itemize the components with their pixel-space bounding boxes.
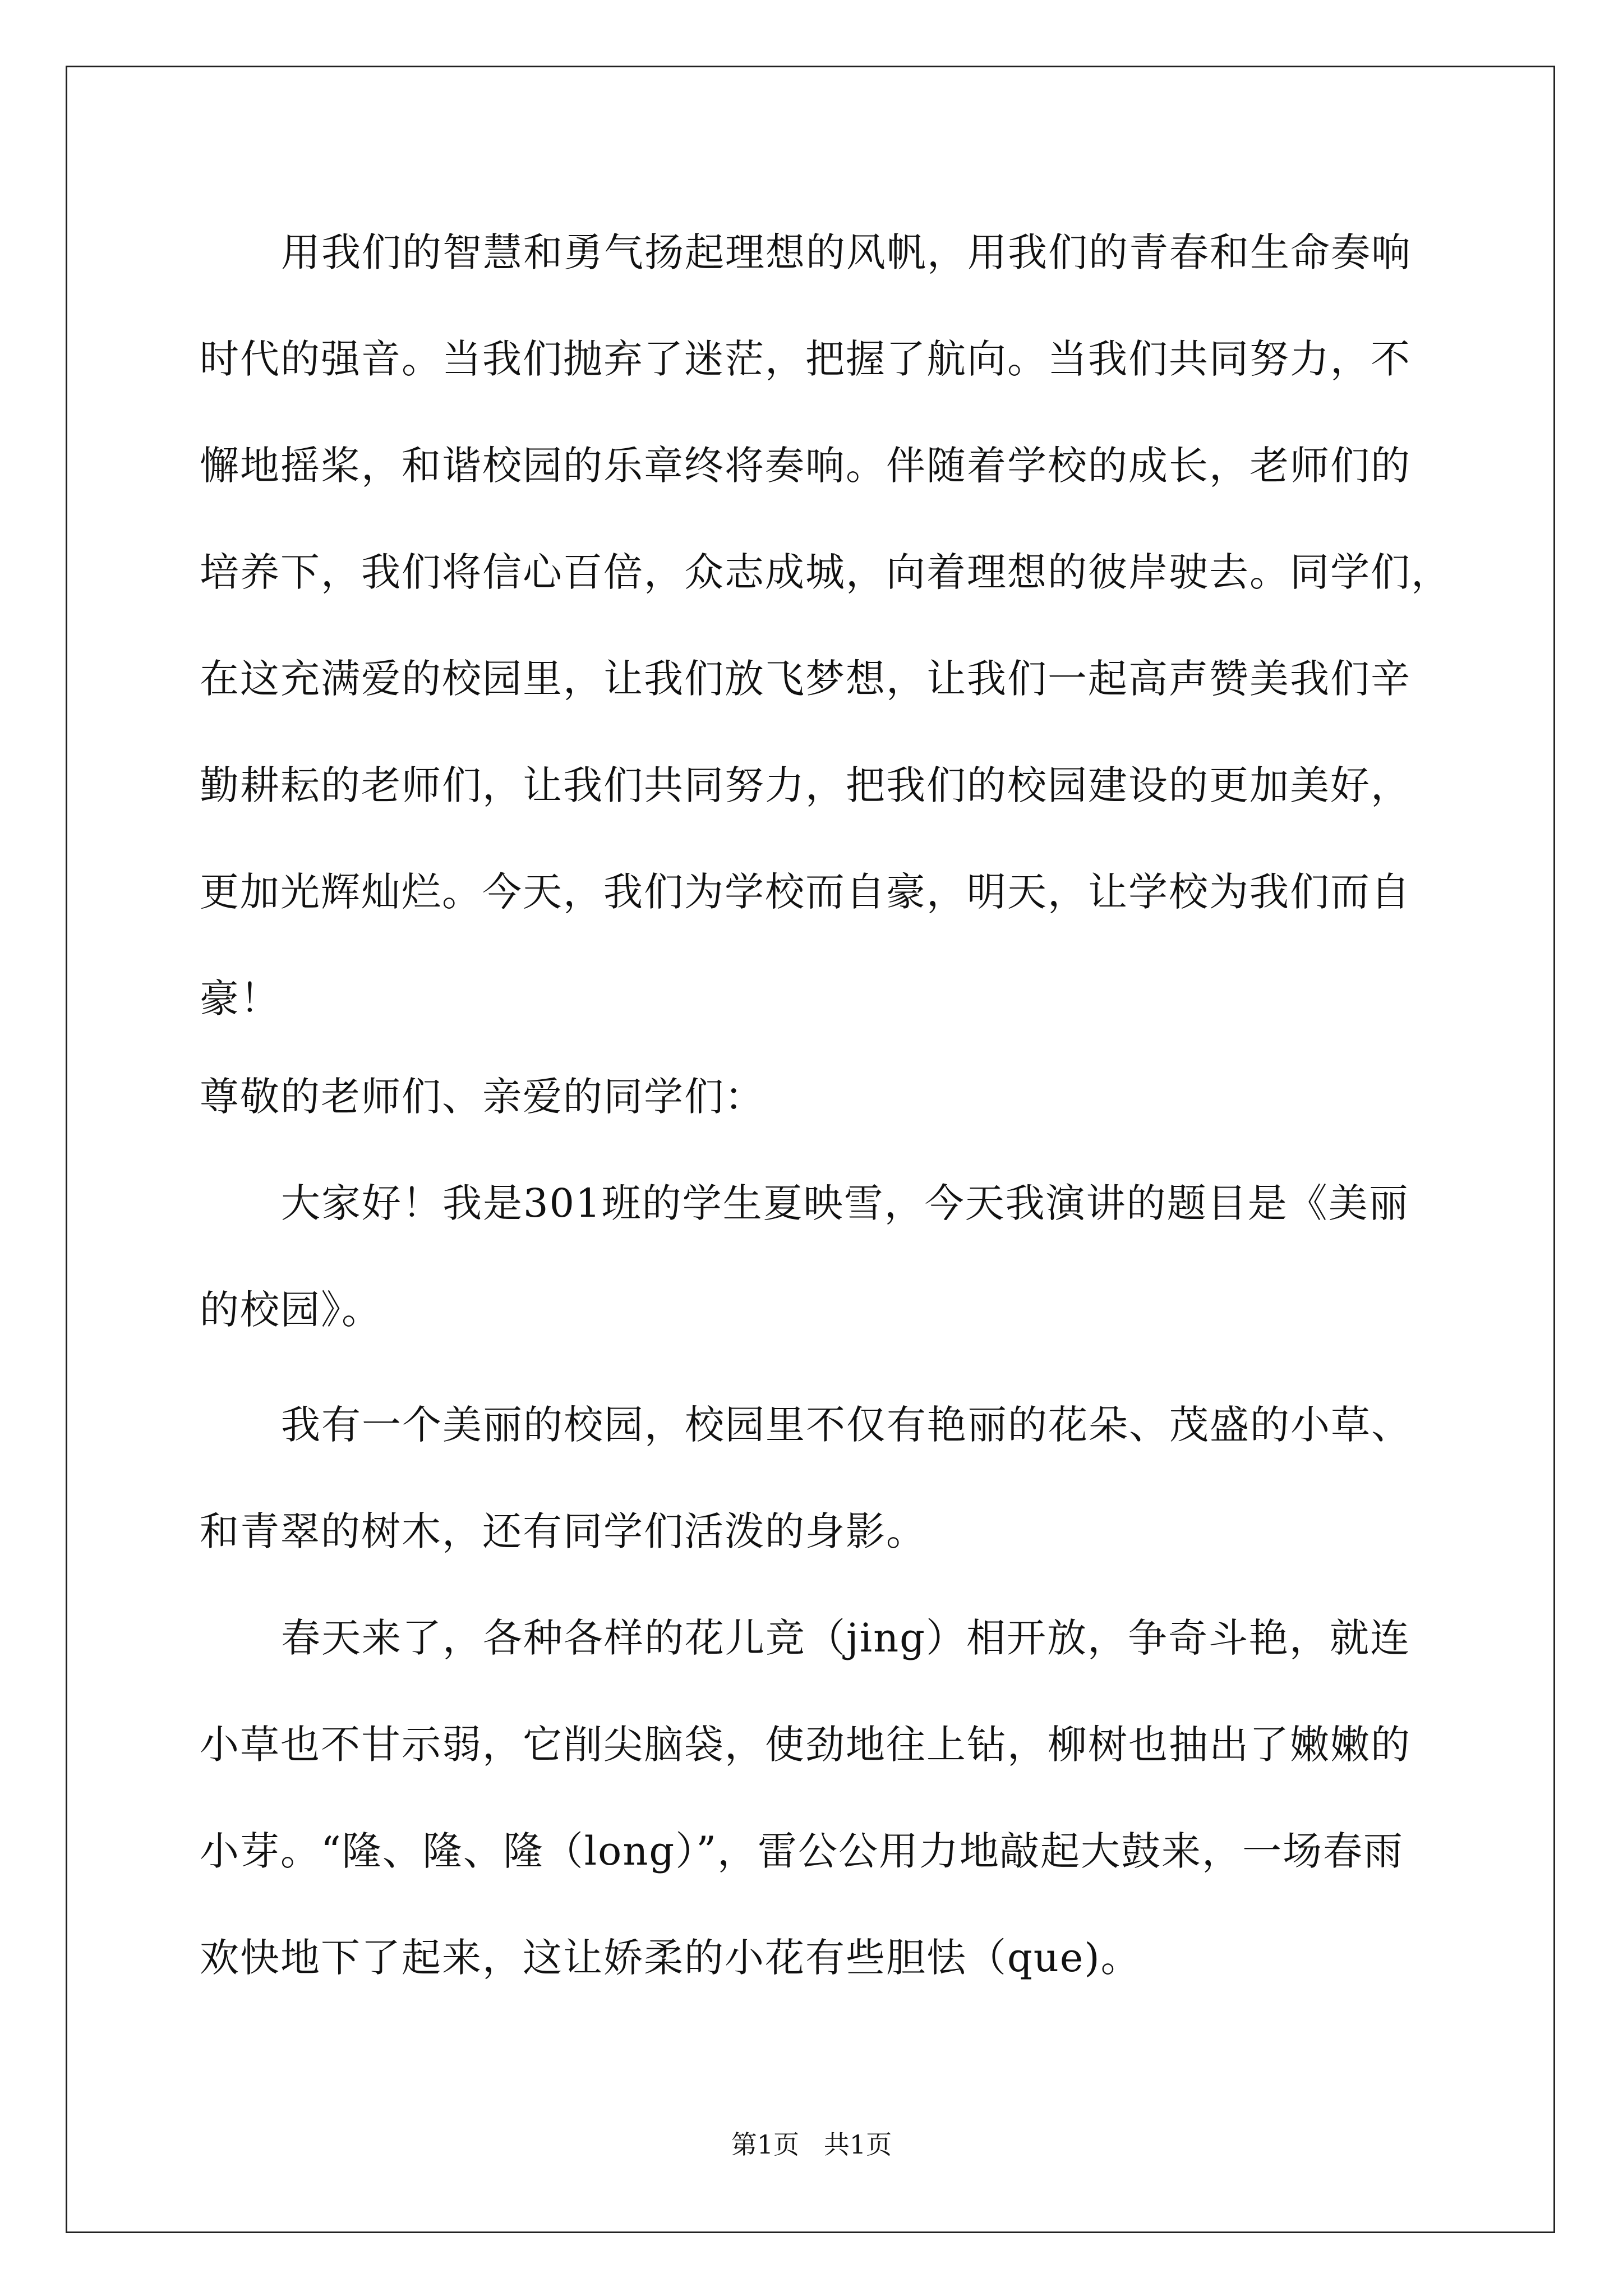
text-line: 在这充满爱的校园里，让我们放飞梦想，让我们一起高声赞美我们辛 bbox=[200, 656, 1411, 702]
text-line: 培养下，我们将信心百倍，众志成城，向着理想的彼岸驶去。同学们， bbox=[200, 549, 1451, 595]
text-line: 懈地摇桨，和谐校园的乐章终将奏响。伴随着学校的成长，老师们的 bbox=[200, 443, 1411, 489]
text-line: 小芽。“隆、隆、隆（long）”，雷公公用力地敲起大鼓来，一场春雨 bbox=[200, 1828, 1404, 1874]
text-line: 小草也不甘示弱，它削尖脑袋，使劲地往上钻，柳树也抽出了嫩嫩的 bbox=[200, 1722, 1411, 1768]
text-line: 更加光辉灿烂。今天，我们为学校而自豪，明天，让学校为我们而自 bbox=[200, 869, 1411, 915]
text-line: 用我们的智慧和勇气扬起理想的风帆，用我们的青春和生命奏响 bbox=[281, 229, 1412, 275]
page-border bbox=[66, 66, 1555, 2233]
text-line: 春天来了，各种各样的花儿竞（jing）相开放，争奇斗艳，就连 bbox=[281, 1615, 1410, 1661]
text-line: 和青翠的树木，还有同学们活泼的身影。 bbox=[200, 1508, 926, 1554]
salutation: 尊敬的老师们、亲爱的同学们： bbox=[200, 1074, 765, 1120]
page-footer: 第1页 共1页 bbox=[731, 2129, 892, 2160]
text-line: 欢快地下了起来，这让娇柔的小花有些胆怯（que)。 bbox=[200, 1935, 1141, 1981]
text-line: 我有一个美丽的校园，校园里不仅有艳丽的花朵、茂盛的小草、 bbox=[281, 1402, 1412, 1448]
text-line: 勤耕耘的老师们，让我们共同努力，把我们的校园建设的更加美好， bbox=[200, 762, 1411, 808]
text-line: 大家好！我是301班的学生夏映雪，今天我演讲的题目是《美丽 bbox=[281, 1180, 1409, 1226]
text-line: 豪！ bbox=[200, 976, 280, 1022]
text-line: 时代的强音。当我们抛弃了迷茫，把握了航向。当我们共同努力，不 bbox=[200, 336, 1411, 382]
text-line: 的校园》。 bbox=[200, 1287, 382, 1333]
